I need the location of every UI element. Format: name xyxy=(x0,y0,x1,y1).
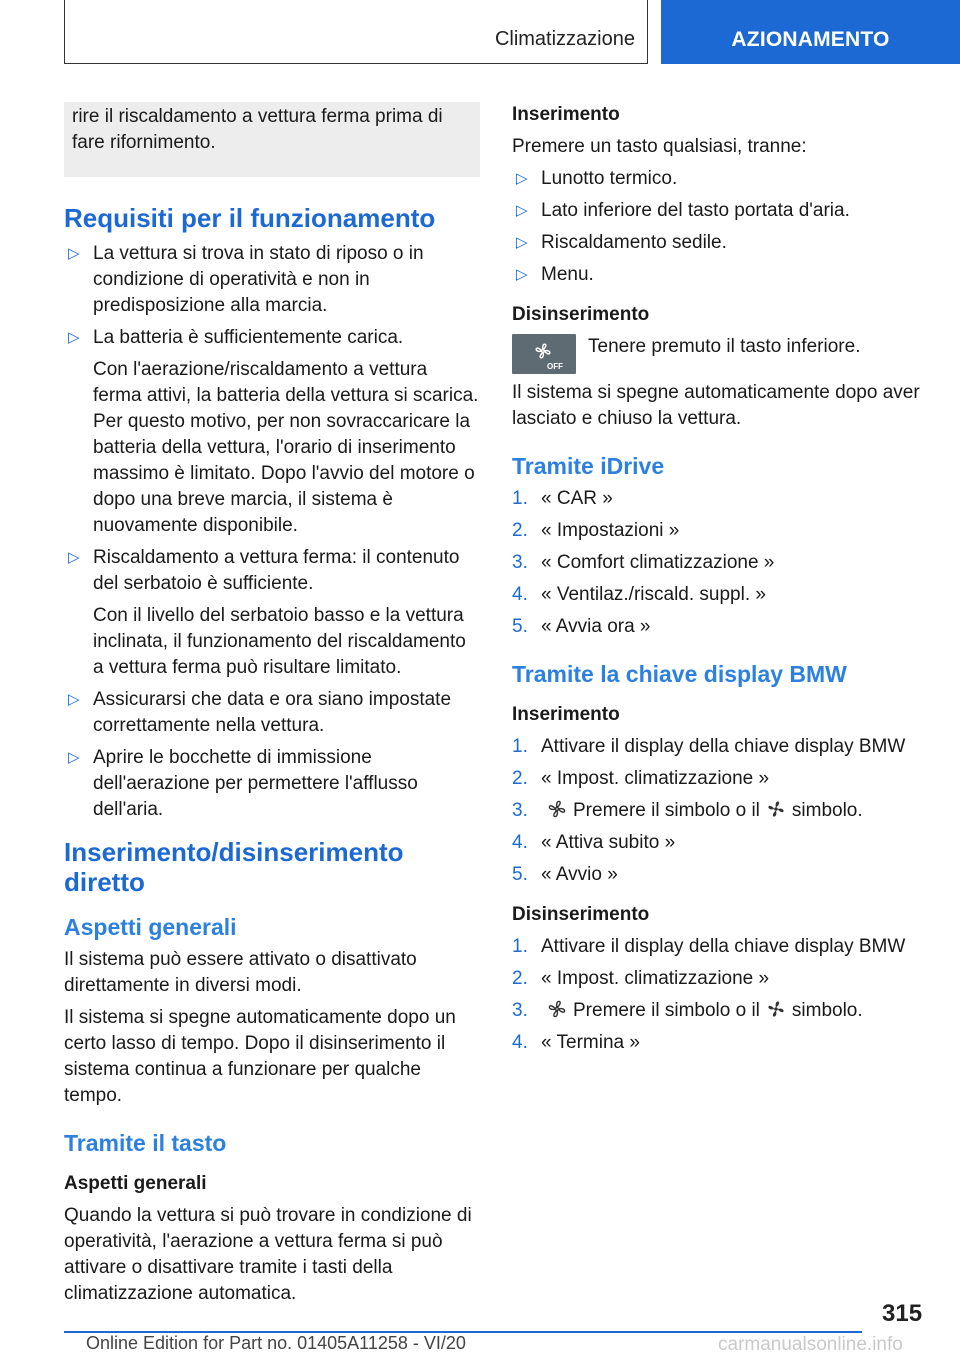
paragraph: Quando la vettura si può trovare in condizione di operatività, l'aerazione a vettura ferma si può attivare o disattivare tramite i tasti della climatizzazione automatica. xyxy=(64,1205,472,1304)
triangle-right-icon: ▷ xyxy=(516,202,528,219)
fan-icon xyxy=(547,799,567,819)
list-item: ▷ Riscaldamento sedile. xyxy=(512,230,932,256)
triangle-right-icon: ▷ xyxy=(68,245,80,262)
list-item: 5. « Avvia ora » xyxy=(512,616,651,637)
fan-icon xyxy=(766,999,786,1019)
fan-icon xyxy=(547,999,567,1019)
chiave-ins-steps xyxy=(512,734,932,888)
list-item: 4. « Ventilaz./riscald. suppl. » xyxy=(512,584,766,605)
button-instruction-text: Tenere premuto il tasto inferiore. xyxy=(588,336,861,357)
heading-tramite-idrive: Tramite iDrive xyxy=(512,453,665,479)
triangle-right-icon: ▷ xyxy=(68,749,80,766)
list-item: ▷ Menu. xyxy=(512,262,932,288)
list-item: 1. Attivare il display della chiave display BMW xyxy=(512,736,906,757)
list-item: ▷ Aprire le bocchette di immissione dell'aerazione per permettere l'afflusso dell'aria. xyxy=(68,747,418,820)
edition-text: Online Edition for Part no. 01405A11258 - VI/20 xyxy=(86,1333,466,1353)
chiave-dis-steps xyxy=(512,934,932,1056)
list-item: 3. « Comfort climatizzazione » xyxy=(512,552,775,573)
triangle-right-icon: ▷ xyxy=(68,549,80,566)
exceptions-list xyxy=(512,166,932,288)
paragraph: Il sistema può essere attivato o disattivato direttamente in diversi modi. xyxy=(64,949,417,996)
triangle-right-icon: ▷ xyxy=(68,329,80,346)
fan-icon xyxy=(766,799,786,819)
requisiti-list xyxy=(64,241,480,823)
heading-disinserimento: Disinserimento xyxy=(512,304,650,325)
heading-tramite-tasto: Tramite il tasto xyxy=(64,1130,227,1156)
list-item: ▷ Riscaldamento a vettura ferma: il contenuto del serbatoio è sufficiente. Con il livello del serbatoio basso e la vettura inclinata, il funzionamento del riscaldamento a vettura ferma può risultare limitato. xyxy=(64,545,480,681)
list-item: 4. « Termina » xyxy=(512,1032,640,1053)
paragraph: Premere un tasto qualsiasi, tranne: xyxy=(512,136,807,157)
heading-disinserimento-2: Disinserimento xyxy=(512,904,650,925)
list-item: ▷ Lato inferiore del tasto portata d'aria. xyxy=(512,198,932,224)
header-box xyxy=(64,0,648,64)
list-item: 2. « Impostazioni » xyxy=(512,520,680,541)
list-item: 2. « Impost. climatizzazione » xyxy=(512,768,770,789)
right-column xyxy=(512,102,932,1062)
list-item: 1. Attivare il display della chiave display BMW xyxy=(512,936,906,957)
list-item: ▷ Lunotto termico. xyxy=(512,166,932,192)
list-item-detail: Con l'aerazione/riscaldamento a vettura ferma attivi, la batteria della vettura si scarica. Per questo motivo, per non sovraccaricare la batteria della vettura, l'orario di inserimento massimo è limitato. Dopo l'avvio del motore o dopo una breve marcia, il sistema è nuovamente disponibile. xyxy=(93,359,479,536)
off-label: OFF xyxy=(547,362,563,371)
list-item: 2. « Impost. climatizzazione » xyxy=(512,968,770,989)
heading-inserimento: Inserimento xyxy=(512,104,620,125)
heading-aspetti-generali: Aspetti generali xyxy=(64,914,237,940)
heading-chiave-display: Tramite la chiave display BMW xyxy=(512,661,847,687)
watermark: carmanualsonline.info xyxy=(718,1334,903,1355)
list-item: 3. Premere il simbolo o il simbolo. xyxy=(512,800,863,821)
list-item: 3. Premere il simbolo o il simbolo. xyxy=(512,1000,863,1021)
list-item: 1. « CAR » xyxy=(512,488,613,509)
heading-inserimento-2: Inserimento xyxy=(512,704,620,725)
heading-tasto-aspetti: Aspetti generali xyxy=(64,1173,207,1194)
list-item: 4. « Attiva subito » xyxy=(512,832,676,853)
triangle-right-icon: ▷ xyxy=(68,691,80,708)
button-instruction xyxy=(512,334,932,374)
list-item-detail: Con il livello del serbatoio basso e la vettura inclinata, il funzionamento del riscaldamento a vettura ferma può risultare limitato. xyxy=(93,605,466,678)
fan-off-button-image xyxy=(512,334,576,374)
idrive-steps xyxy=(512,486,932,640)
list-item: ▷ La vettura si trova in stato di riposo o in condizione di operatività e non in predisposizione alla marcia. xyxy=(68,243,424,316)
section-title: Climatizzazione xyxy=(494,28,635,50)
triangle-right-icon: ▷ xyxy=(516,170,528,187)
paragraph: Il sistema si spegne automaticamente dopo un certo lasso di tempo. Dopo il disinserimento il sistema continua a funzionare per qualche tempo. xyxy=(64,1007,456,1106)
triangle-right-icon: ▷ xyxy=(516,266,528,283)
page-number: 315 xyxy=(882,1300,923,1327)
list-item: ▷ La batteria è sufficientemente carica. Con l'aerazione/riscaldamento a vettura ferma attivi, la batteria della vettura si scarica. Per questo motivo, per non sovraccaricare la batteria della vettura, l'orario di inserimento massimo è limitato. Dopo l'avvio del motore o dopo una breve marcia, il sistema è nuovamente disponibile. xyxy=(64,325,480,539)
chapter-tab-label: AZIONAMENTO xyxy=(731,28,890,51)
note-box xyxy=(64,102,480,177)
heading-inserimento-diretto: Inserimento/disinserimento diretto xyxy=(64,837,404,897)
heading-requisiti: Requisiti per il funzionamento xyxy=(64,203,436,233)
left-column xyxy=(64,102,480,1313)
list-item: 5. « Avvio » xyxy=(512,864,618,885)
chapter-tab[interactable] xyxy=(661,0,960,64)
note-text: rire il riscaldamento a vettura ferma prima di fare rifornimento. xyxy=(72,106,443,153)
paragraph: Il sistema si spegne automaticamente dopo aver lasciato e chiuso la vettura. xyxy=(512,382,920,429)
list-item: ▷ Assicurarsi che data e ora siano impostate correttamente nella vettura. xyxy=(68,689,452,736)
triangle-right-icon: ▷ xyxy=(516,234,528,251)
